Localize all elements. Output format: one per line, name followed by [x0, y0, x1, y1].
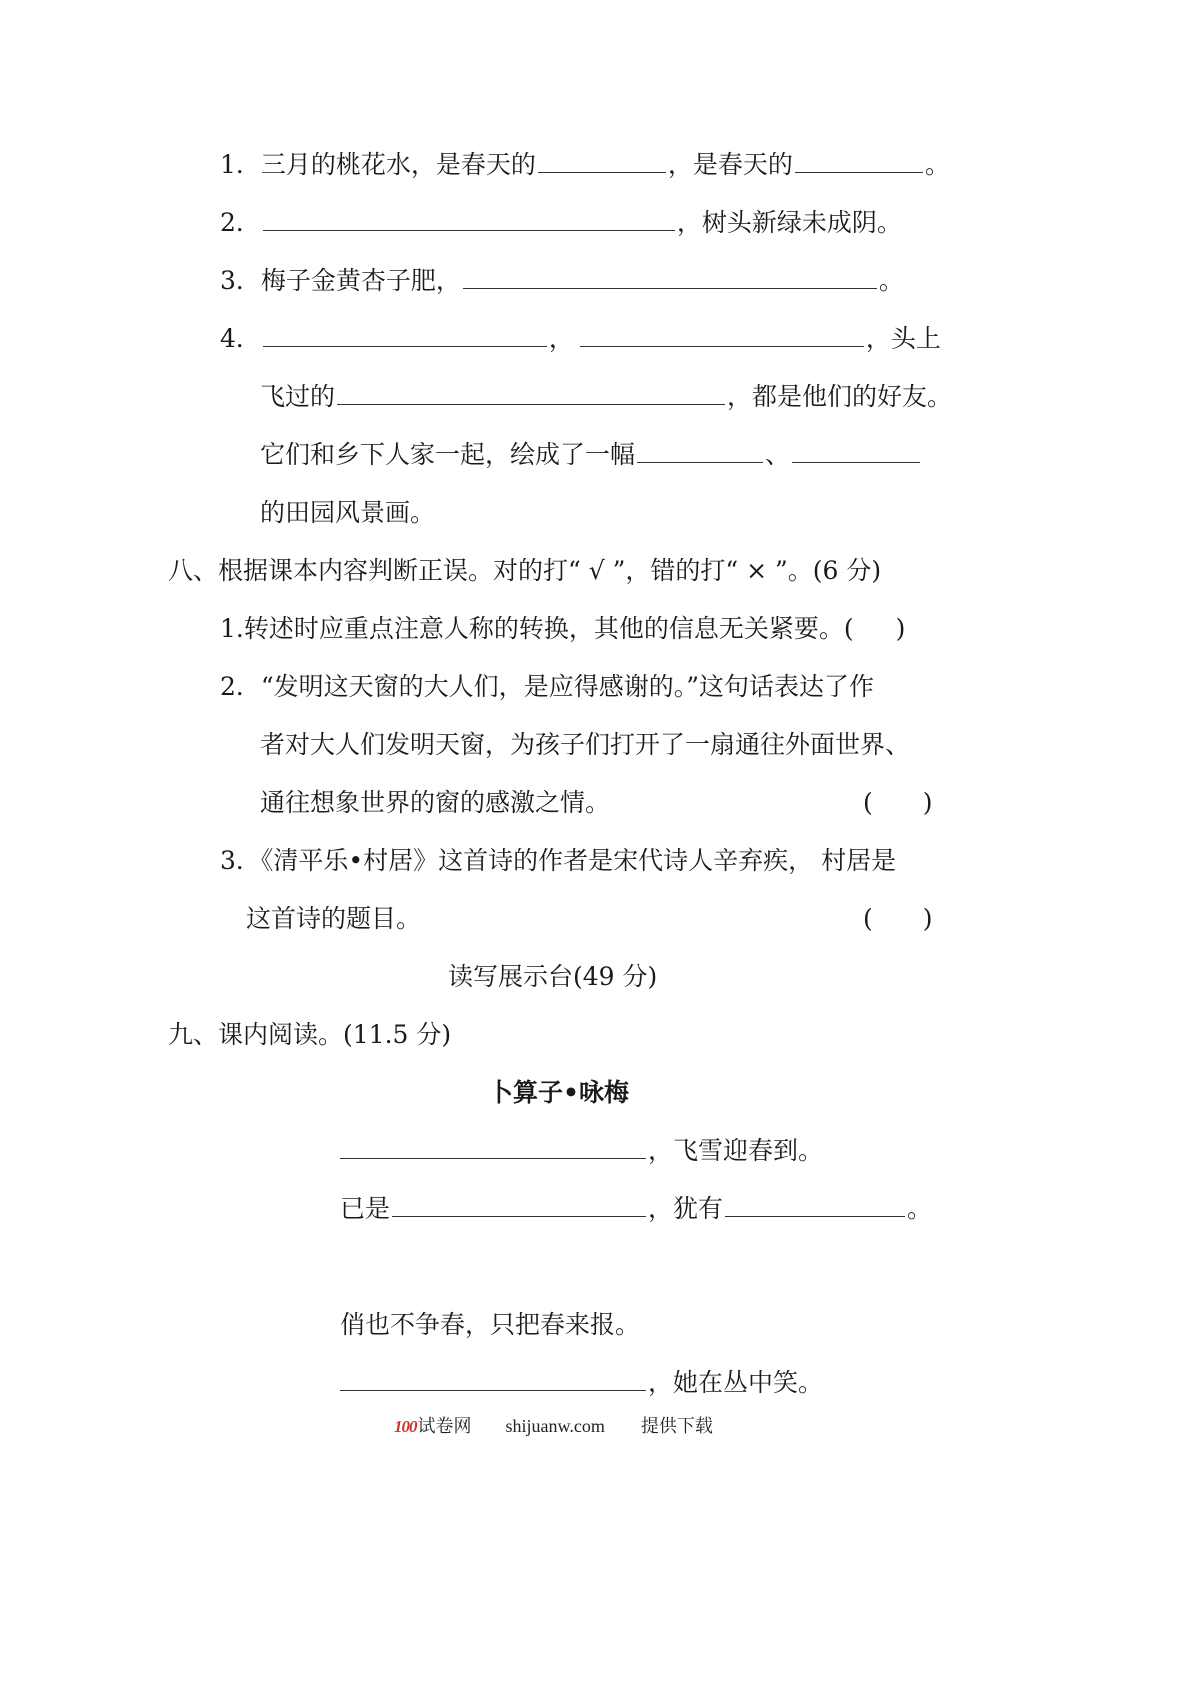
- section-title: 读写展示台(49 分): [448, 962, 658, 991]
- blank[interactable]: [637, 442, 763, 463]
- site-domain[interactable]: shijuanw.com: [505, 1416, 605, 1436]
- poem-line-4: ，她在丛中笑。: [340, 1366, 823, 1400]
- q8-item-2-line-1: 2．“发明这天窗的大人们，是应得感谢的。”这句话表达了作: [220, 672, 874, 701]
- poem-line-1: ，飞雪迎春到。: [340, 1134, 823, 1168]
- site-name: 试卷网: [417, 1416, 472, 1436]
- q7-line-5: 飞过的 ，都是他们的好友。: [260, 382, 953, 411]
- footer: [394, 1412, 713, 1438]
- blank[interactable]: [337, 384, 725, 405]
- answer-paren: ( ): [863, 904, 933, 933]
- poem-line-3: 俏也不争春，只把春来报。: [340, 1310, 641, 1339]
- q7-line-4: 4． ， ，头上: [220, 324, 941, 353]
- q9-heading: 九、课内阅读。(11.5 分): [168, 1020, 452, 1049]
- q8-item-2-line-2: 者对大人们发明天窗，为孩子们打开了一扇通往外面世界、: [260, 730, 911, 759]
- blank[interactable]: [792, 442, 920, 463]
- blank[interactable]: [340, 1370, 646, 1391]
- poem-title: 卜算子•咏梅: [488, 1078, 629, 1107]
- q8-item-3-line-1: 3．《清平乐•村居》这首诗的作者是宋代诗人辛弃疾， 村居是: [220, 846, 897, 875]
- q8-item-3-line-2: 这首诗的题目。: [246, 904, 422, 933]
- blank[interactable]: [392, 1196, 646, 1217]
- site-logo: 100: [394, 1417, 417, 1436]
- blank[interactable]: [580, 326, 864, 347]
- q7-line-6: 它们和乡下人家一起，绘成了一幅 、: [260, 438, 922, 472]
- blank[interactable]: [263, 210, 675, 231]
- q8-item-2-line-3: 通往想象世界的窗的感激之情。: [260, 788, 611, 817]
- blank[interactable]: [463, 268, 877, 289]
- blank[interactable]: [795, 152, 923, 173]
- q7-line-7: 的田园风景画。: [260, 498, 436, 527]
- blank[interactable]: [340, 1138, 646, 1159]
- blank[interactable]: [263, 326, 547, 347]
- q7-line-1: 1．三月的桃花水，是春天的 ，是春天的 。: [220, 150, 950, 179]
- footer-tagline: 提供下载: [640, 1416, 713, 1436]
- poem-line-2: 已是 ，犹有 。: [340, 1194, 933, 1223]
- blank[interactable]: [538, 152, 666, 173]
- blank[interactable]: [725, 1196, 905, 1217]
- q8-heading: 八、根据课本内容判断正误。对的打“ √ ”，错的打“ × ”。(6 分): [168, 556, 882, 585]
- q7-line-2: 2． ，树头新绿未成阴。: [220, 208, 902, 237]
- q7-line-3: 3．梅子金黄杏子肥， 。: [220, 266, 904, 295]
- q8-item-1: 1.转述时应重点注意人称的转换，其他的信息无关紧要。( ): [220, 614, 906, 643]
- answer-paren: ( ): [863, 788, 933, 817]
